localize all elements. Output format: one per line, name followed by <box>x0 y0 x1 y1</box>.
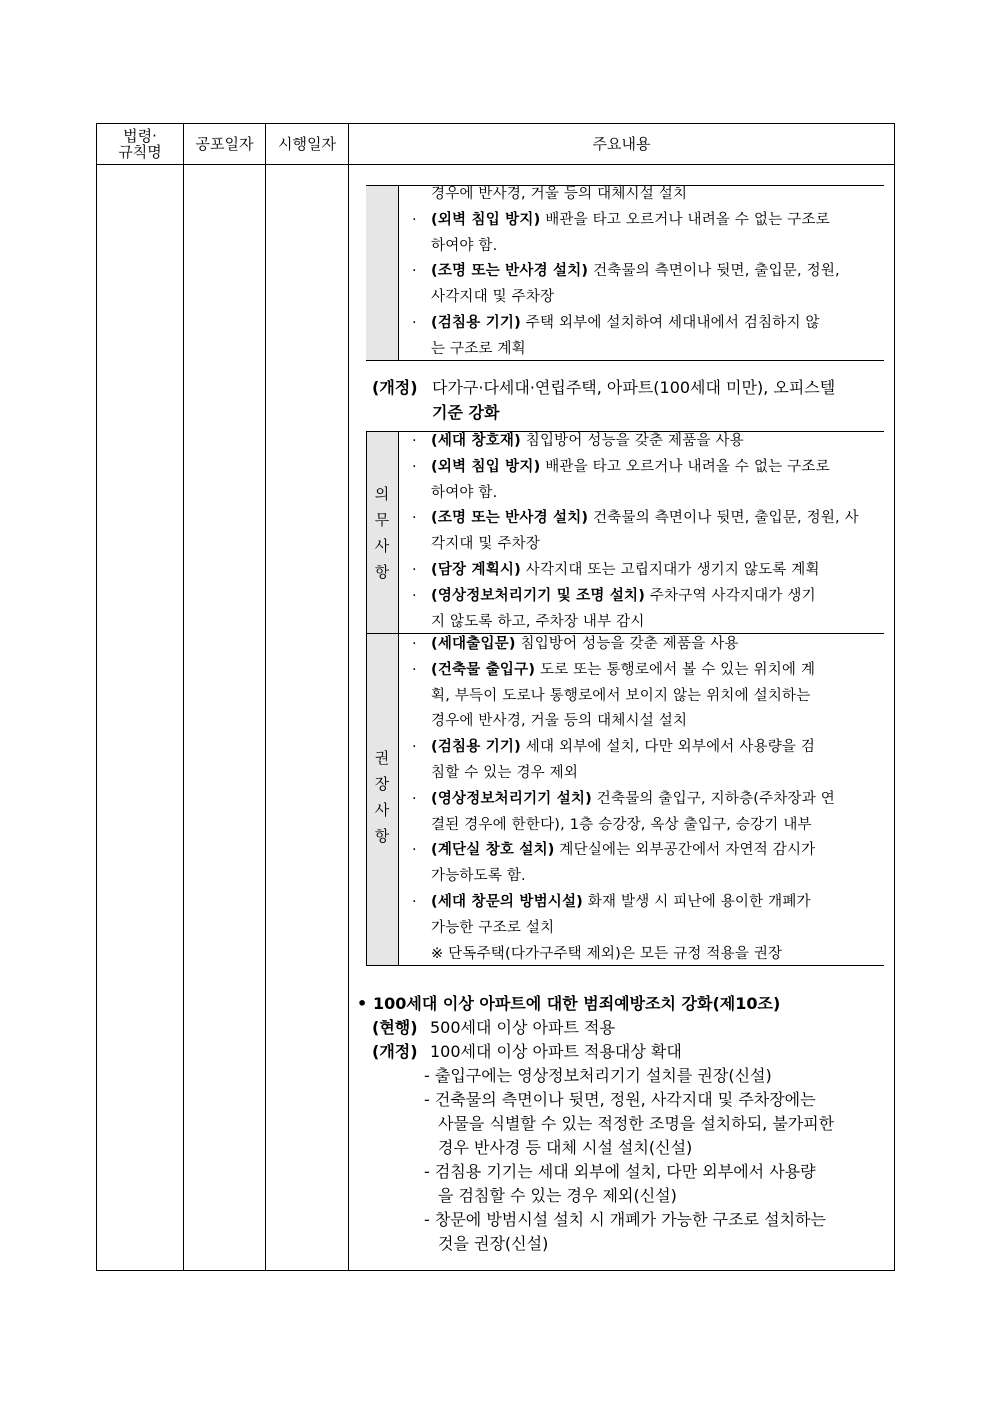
recommended-line <box>431 837 815 863</box>
mandatory-line-heading: (세대 창호재) <box>431 433 521 449</box>
section2-item-continuation: 을 검침할 수 있는 경우 제외(신설) <box>438 1186 677 1205</box>
recommended-line-heading: (건축물 출입구) <box>431 661 536 678</box>
recommended-line-text: 계단실에는 외부공간에서 자연적 감시가 <box>554 842 816 859</box>
section2-item: - 검침용 기기는 세대 외부에 설치, 다만 외부에서 사용량 <box>424 1162 816 1181</box>
revision-line1: 다가구·다세대·연립주택, 아파트(100세대 미만), 오피스텔 <box>432 378 836 397</box>
mandatory-line <box>431 531 540 557</box>
mandatory-line <box>431 557 820 583</box>
continuation-line-heading: (조명 또는 반사경 설치) <box>431 263 589 280</box>
header-law-name <box>97 124 183 164</box>
recommended-line <box>431 734 815 760</box>
section2-title: 100세대 이상 아파트에 대한 범죄예방조치 강화(제10조) <box>373 994 781 1013</box>
recommended-line <box>431 941 782 967</box>
recommended-line-text: 건축물의 출입구, 지하층(주차장과 연 <box>591 790 835 807</box>
recommended-bullet: · <box>412 842 417 859</box>
section2-item: - 창문에 방범시설 설치 시 개폐가 가능한 구조로 설치하는 <box>424 1210 826 1229</box>
recommended-line-text: 가능하도록 함. <box>431 868 526 885</box>
recommended-bullet: · <box>412 894 417 910</box>
continuation-line <box>431 207 830 233</box>
section2-item: - 건축물의 측면이나 뒷면, 정원, 사각지대 및 주차장에는 <box>424 1090 816 1109</box>
section2-current-label: (현행) <box>372 1018 418 1037</box>
continuation-bullet: · <box>412 211 417 228</box>
header-enforcement-date: 시행일자 <box>278 135 336 153</box>
recommended-line-text: 경우에 반사경, 거울 등의 대체시설 설치 <box>431 713 688 730</box>
section2-bullet: • <box>357 994 368 1013</box>
continuation-bullet: · <box>412 315 417 331</box>
recommended-line-text: 도로 또는 통행로에서 볼 수 있는 위치에 계 <box>535 661 816 678</box>
recommended-line <box>431 889 811 915</box>
mandatory-line-text: 사각지대 또는 고립지대가 생기지 않도록 계획 <box>520 562 820 578</box>
recommended-line <box>431 915 554 941</box>
recommended-bullet: · <box>412 790 417 807</box>
mandatory-line-text: 주차구역 사각지대가 생기 <box>645 587 816 604</box>
recommended-line-text: 화재 발생 시 피난에 용이한 개폐가 <box>583 894 811 910</box>
mandatory-bullet: · <box>412 510 417 527</box>
mandatory-line-text: 침입방어 성능을 갖춘 제품을 사용 <box>520 433 744 449</box>
continuation-line-text: 배관을 타고 오르거나 내려올 수 없는 구조로 <box>540 211 830 228</box>
recommended-line-text: ※ 단독주택(다가구주택 제외)은 모든 규정 적용을 권장 <box>431 945 783 962</box>
mandatory-line-text: 지 않도록 하고, 주차장 내부 감시 <box>431 613 645 630</box>
recommended-bullet: · <box>412 661 417 678</box>
recommended-label-char: 항 <box>374 827 390 845</box>
continuation-line-text: 경우에 반사경, 거울 등의 대체시설 설치 <box>431 186 688 202</box>
mandatory-line-heading: (외벽 침입 방지) <box>431 458 541 475</box>
mandatory-bullet: · <box>412 587 417 604</box>
mandatory-line-text: 각지대 및 주차장 <box>431 536 541 553</box>
recommended-line <box>431 631 739 657</box>
mandatory-line-text: 하여야 함. <box>431 484 498 501</box>
mandatory-bullet: · <box>412 458 417 475</box>
continuation-bullet: · <box>412 263 417 280</box>
mandatory-line-text: 배관을 타고 오르거나 내려올 수 없는 구조로 <box>540 458 830 475</box>
section2-item: - 출입구에는 영상정보처리기기 설치를 권장(신설) <box>424 1066 772 1085</box>
recommended-line-heading: (계단실 창호 설치) <box>431 842 555 859</box>
mandatory-line-heading: (조명 또는 반사경 설치) <box>431 510 589 527</box>
recommended-line-text: 침입방어 성능을 갖춘 제품을 사용 <box>515 636 739 652</box>
mandatory-line <box>431 454 830 480</box>
continuation-line-text: 주택 외부에 설치하여 세대내에서 검침하지 않 <box>520 315 820 331</box>
continuation-line-text: 건축물의 측면이나 뒷면, 출입문, 정원, <box>588 263 840 280</box>
continuation-line <box>431 258 840 284</box>
recommended-line-text: 세대 외부에 설치, 다만 외부에서 사용량을 검 <box>520 739 816 756</box>
recommended-line-heading: (영상정보처리기기 설치) <box>431 790 592 807</box>
mandatory-line <box>431 505 859 531</box>
continuation-line <box>431 233 497 259</box>
header-main-content: 주요내용 <box>592 135 651 153</box>
mandatory-label-char: 항 <box>374 563 390 581</box>
continuation-line-heading: (검침용 기기) <box>431 315 521 331</box>
recommended-line-heading: (검침용 기기) <box>431 739 521 756</box>
continuation-label-cell <box>366 185 398 360</box>
mandatory-label-char: 사 <box>374 537 390 555</box>
recommended-line-text: 침할 수 있는 경우 제외 <box>431 765 579 781</box>
recommended-line <box>431 812 812 838</box>
continuation-line <box>431 310 820 336</box>
continuation-line <box>431 336 526 362</box>
section2-current-text: 500세대 이상 아파트 적용 <box>430 1018 615 1037</box>
mandatory-line-heading: (담장 계획시) <box>431 562 521 578</box>
mandatory-line-heading: (영상정보처리기기 및 조명 설치) <box>431 587 646 604</box>
section2-item-continuation: 경우 반사경 등 대체 시설 설치(신설) <box>438 1138 693 1157</box>
recommended-line-text: 가능한 구조로 설치 <box>431 919 555 936</box>
recommended-label-char: 장 <box>374 775 390 793</box>
continuation-line <box>431 181 687 207</box>
recommended-line <box>431 657 815 683</box>
section2-revised-text: 100세대 이상 아파트 적용대상 확대 <box>430 1042 682 1061</box>
continuation-line <box>431 284 554 310</box>
mandatory-bullet: · <box>412 433 417 449</box>
continuation-line-text: 하여야 함. <box>431 237 498 254</box>
recommended-line <box>431 760 578 786</box>
recommended-line-text: 결된 경우에 한한다), 1층 승강장, 옥상 출입구, 승강기 내부 <box>431 816 812 833</box>
revision-label: (개정) <box>372 378 418 397</box>
mandatory-bullet: · <box>412 562 417 578</box>
section2-revised-label: (개정) <box>372 1042 418 1061</box>
recommended-line <box>431 708 687 734</box>
continuation-line-heading: (외벽 침입 방지) <box>431 211 541 228</box>
mandatory-label-char: 무 <box>374 511 390 529</box>
header-law-name-line2: 규칙명 <box>118 143 162 161</box>
recommended-line <box>431 786 835 812</box>
recommended-bullet: · <box>412 636 417 652</box>
recommended-line <box>431 863 526 889</box>
continuation-line-text: 는 구조로 계획 <box>431 340 526 357</box>
mandatory-line <box>431 428 744 454</box>
recommended-label-char: 권 <box>374 749 390 767</box>
header-promulgation-date: 공포일자 <box>195 135 254 153</box>
mandatory-line-text: 건축물의 측면이나 뒷면, 출입문, 정원, 사 <box>588 510 859 527</box>
recommended-bullet: · <box>412 739 417 756</box>
recommended-line-heading: (세대출입문) <box>431 636 516 652</box>
recommended-line-text: 획, 부득이 도로나 통행로에서 보이지 않는 위치에 설치하는 <box>431 687 811 704</box>
recommended-label-char: 사 <box>374 801 390 819</box>
header-law-name-line1: 법령· <box>123 127 157 145</box>
recommended-line <box>431 683 810 709</box>
mandatory-line <box>431 583 816 609</box>
revision-line2: 기준 강화 <box>432 403 500 422</box>
mandatory-label-char: 의 <box>374 485 390 503</box>
mandatory-line <box>431 480 497 506</box>
section2-item-continuation: 사물을 식별할 수 있는 적정한 조명을 설치하되, 불가피한 <box>438 1114 835 1133</box>
recommended-line-heading: (세대 창문의 방범시설) <box>431 894 584 910</box>
continuation-line-text: 사각지대 및 주차장 <box>431 289 555 306</box>
section2-item-continuation: 것을 권장(신설) <box>438 1234 549 1253</box>
